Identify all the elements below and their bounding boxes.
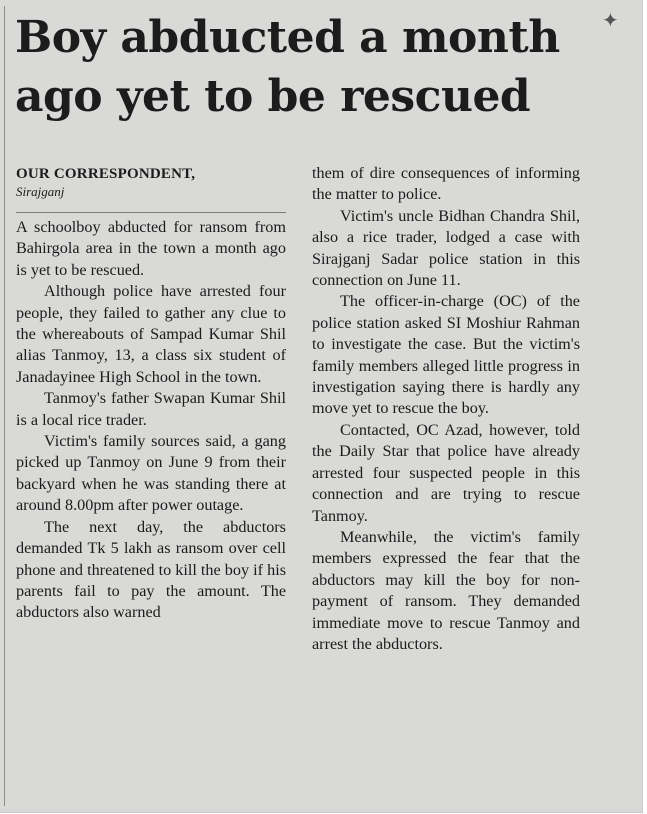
dateline: Sirajganj <box>16 184 65 199</box>
paragraph: Meanwhile, the victim's family members expressed the fear that the abductors may kill the boy for non-payment of ransom. They demanded immediate move to rescue Tanmoy and arrest the abductors. <box>312 527 580 653</box>
column-rule <box>4 6 5 806</box>
byline-divider <box>16 212 286 213</box>
paragraph: Contacted, OC Azad, however, told the Daily Star that police have already arrested four suspected people in this connection and are trying to rescue Tanmoy. <box>312 420 580 525</box>
article-column-1 <box>16 165 286 624</box>
headline: Boy abducted a month ago yet to be rescued <box>15 12 560 122</box>
paragraph: them of dire consequences of informing the matter to police. <box>312 164 580 204</box>
paragraph: Victim's uncle Bidhan Chandra Shil, also a rice trader, lodged a case with Sirajganj Sadar police station in this connection on June 11. <box>312 206 580 290</box>
paragraph: A schoolboy abducted for ransom from Bahirgola area in the town a month ago is yet to be rescued. <box>16 218 286 279</box>
article-column-2 <box>312 163 580 655</box>
paragraph: Although police have arrested four people, they failed to gather any clue to the whereabouts of Sampad Kumar Shil alias Tanmoy, 13, a class six student of Janadayinee High School in the town. <box>16 282 286 386</box>
paragraph: Victim's family sources said, a gang picked up Tanmoy on June 9 from their backyard when he was standing there at around 8.00pm after power outage. <box>16 432 286 515</box>
paragraph: Tanmoy's father Swapan Kumar Shil is a local rice trader. <box>16 389 286 429</box>
paragraph: The next day, the abductors demanded Tk 5 lakh as ransom over cell phone and threatened to kill the boy if his parents fail to pay the amount. The abductors also warned <box>16 517 286 622</box>
paragraph: The officer-in-charge (OC) of the police station asked SI Moshiur Rahman to investigate the case. But the victim's family members alleged little progress in investigation saying there is hardly any move yet to rescue the boy. <box>312 292 580 418</box>
star-ornament-icon: ✦ <box>602 8 619 32</box>
byline: OUR CORRESPONDENT, <box>16 166 196 182</box>
